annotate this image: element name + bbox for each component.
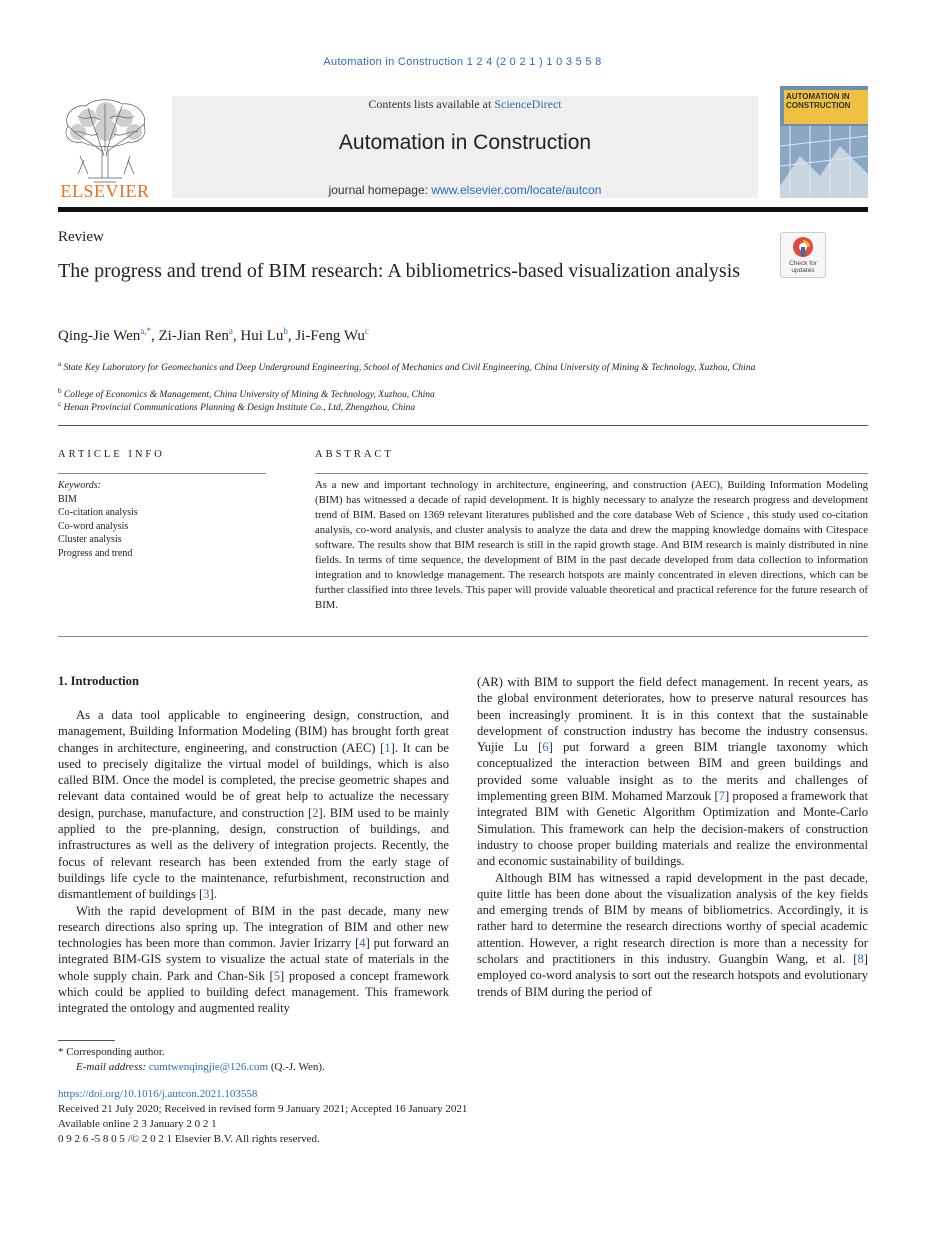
email-suffix: (Q.-J. Wen). xyxy=(268,1061,325,1073)
keywords-label: Keywords: xyxy=(58,480,101,491)
cover-photo-icon xyxy=(780,126,868,198)
cover-title: AUTOMATION IN CONSTRUCTION xyxy=(784,90,868,124)
homepage-prefix: journal homepage: xyxy=(328,183,432,197)
paper-title: The progress and trend of BIM research: A bibliometrics-based visualization analysis xyxy=(58,260,741,282)
keywords-block xyxy=(58,479,138,560)
author-name[interactable]: Hui Lu xyxy=(240,328,284,344)
body-text: ] proposed a framework that integrated BIM with Genetic Algorithm Optimization and Monte-Carlo Simulation. This framework can help the decision-makers of construction industry to choose proper building materials and realize the environmental and economic sustainability of buildings. xyxy=(477,789,868,869)
body-text: ]. It can be used to precisely digitalize the virtual model of buildings, which is also called BIM. Once the model is completed, the precise geometric shapes and relevant data contained would be of great help to actualize the necessary design, purchase, manufacture, and construction [ xyxy=(58,740,449,820)
check-updates-icon xyxy=(792,236,814,258)
header-rule xyxy=(58,207,868,212)
keyword: Co-word analysis xyxy=(58,520,129,532)
author-name[interactable]: Zi-Jian Ren xyxy=(158,328,229,344)
keyword: Co-citation analysis xyxy=(58,507,138,518)
author-name[interactable]: Qing-Jie Wen xyxy=(58,328,141,344)
body-text: Although BIM has witnessed a rapid development in the past decade, quite little has been done about the visualization analysis of the key fields and emerging trends of BIM by means of bibliometrics. Accordingly, it is rather hard to determine the research directions worthy of special academic attention. However, a right research direction is more than a necessity for scholars and practitioners in this industry. Guangbin Wang, et al. [ xyxy=(477,870,868,967)
body-text: ]. xyxy=(209,887,217,902)
contents-available-line xyxy=(172,97,758,112)
check-updates-label: Check for updates xyxy=(789,260,817,274)
journal-name: Automation in Construction xyxy=(338,131,592,154)
reference-link[interactable]: 8 xyxy=(857,952,864,967)
footnote-rule xyxy=(58,1040,115,1041)
body-text: ] put forward an integrated BIM-GIS system to visualize the actual state of materials in the whole supply chain. Park and Chan-Sik [ xyxy=(58,936,449,983)
author-email-link[interactable]: cumtwenqingjie@126.com xyxy=(148,1061,269,1073)
author-separator: , xyxy=(287,328,296,344)
reference-link[interactable]: 4 xyxy=(359,936,366,951)
keyword: Cluster analysis xyxy=(58,534,122,545)
available-online-date: Available online 2 3 January 2 0 2 1 xyxy=(58,1118,217,1130)
author-name[interactable]: Ji-Feng Wu xyxy=(295,328,365,344)
journal-citation-link[interactable]: Automation in Construction 1 2 4 (2 0 2 1 ) 1 0 3 5 5 8 xyxy=(323,56,602,68)
contents-prefix: Contents lists available at xyxy=(368,97,495,111)
sciencedirect-link[interactable]: ScienceDirect xyxy=(494,97,562,111)
journal-homepage-line xyxy=(172,183,758,197)
author-separator: , xyxy=(232,328,241,344)
body-paragraph xyxy=(58,903,449,1017)
reference-link[interactable]: 1 xyxy=(384,740,391,755)
article-info-heading: ARTICLE INFO xyxy=(58,449,165,460)
affiliation-marker: c xyxy=(58,400,62,408)
affiliation-marker: b xyxy=(58,387,62,395)
divider xyxy=(58,636,868,637)
divider xyxy=(58,473,266,474)
email-label: E-mail address: xyxy=(76,1061,149,1073)
publisher-name: ELSEVIER xyxy=(60,181,150,201)
body-column-right xyxy=(477,674,868,1000)
corresponding-author-note: * Corresponding author. xyxy=(58,1046,165,1058)
section-heading-introduction: 1. Introduction xyxy=(58,674,139,688)
author-affiliation-marker[interactable]: c xyxy=(364,326,369,336)
publication-info xyxy=(58,1087,467,1147)
affiliation-c xyxy=(58,398,778,415)
journal-homepage-link[interactable]: www.elsevier.com/locate/autcon xyxy=(431,183,602,197)
affiliation-text: College of Economics & Management, China University of Mining & Technology, Xuzhou, China xyxy=(63,390,435,401)
body-text: ] put forward a green BIM triangle taxonomy which conceptualized the interaction between BIM and green buildings and provided some valuable insight as to the merits and challenges of implementing green BIM. Mohamed Marzouk [ xyxy=(477,740,868,804)
author-affiliation-marker[interactable]: a,* xyxy=(140,326,152,336)
reference-link[interactable]: 6 xyxy=(542,740,549,755)
body-text: (AR) with BIM to support the field defect management. In recent years, as the global environment deteriorates, how to preserve natural resources has been increasingly prominent. It is in this context that the sustainable development of construction industry has become the industry consensus. Yujie Lu [ xyxy=(477,675,868,755)
body-text: ] employed co-word analysis to sort out the research hotspots and evolutionary trends of BIM during the period of xyxy=(477,952,868,999)
author-separator: , xyxy=(151,328,159,344)
body-paragraph xyxy=(477,870,868,1000)
footnotes xyxy=(58,1045,325,1075)
keyword: Progress and trend xyxy=(58,547,133,559)
check-for-updates-button[interactable] xyxy=(780,232,826,278)
keyword: BIM xyxy=(58,493,77,505)
divider xyxy=(58,425,868,426)
reference-link[interactable]: 2 xyxy=(312,805,319,820)
doi-link[interactable]: https://doi.org/10.1016/j.autcon.2021.103558 xyxy=(58,1088,258,1100)
affiliation-text: Henan Provincial Communications Planning & Design Institute Co., Ltd, Zhengzhou, China xyxy=(63,403,416,414)
received-dates: Received 21 July 2020; Received in revised form 9 January 2021; Accepted 16 January 2021 xyxy=(58,1103,468,1115)
abstract-heading: ABSTRACT xyxy=(315,449,394,460)
article-type: Review xyxy=(58,229,104,245)
affiliation-a xyxy=(58,358,778,375)
body-text: With the rapid development of BIM in the past decade, many new research directions also spring up. The integration of BIM and other new technologies has been more than common. Javier Irizarry [ xyxy=(58,903,449,951)
body-text: ] proposed a concept framework which could be applied to building defect management. This framework integrated the ontology and augmented reality xyxy=(58,968,449,1016)
affiliation-marker: a xyxy=(58,360,62,368)
body-column-left xyxy=(58,707,449,1017)
body-paragraph xyxy=(58,707,449,903)
body-text: ]. BIM used to be mainly applied to the pre-planning, design, construction of buildings, and infrastructures as well as the delivery of integration projects. Recently, the focus of relevant research has been extended from the early stage of buildings life cycle to the maintenance, refurbishment, reconstruction and dismantlement of buildings [ xyxy=(58,805,449,902)
author-affiliation-marker[interactable]: b xyxy=(283,326,288,336)
author-affiliation-marker[interactable]: a xyxy=(228,326,233,336)
divider xyxy=(315,473,868,474)
author-list xyxy=(58,326,369,345)
body-text: As a data tool applicable to engineering design, construction, and management, Building Information Modeling (BIM) has brought forth great changes in architecture, engineering, and construction (AEC) [ xyxy=(58,708,449,755)
abstract-text: As a new and important technology in architecture, engineering, and construction (AEC), Building Information Modeling (BIM) has witnessed a decade of rapid development. It is highly necessary to analyze the research progress and development trend of BIM. Based on 1369 relevant literatures published and the core database Web of Science , this study used co-citation analysis, co-word analysis, and cluster analysis to analyze the data and drew the mapping knowledge domains with Citespace software. The results show that BIM research is still in the rapid growth stage. And BIM research is mainly distributed in nine fields. In terms of time sequence, the development of BIM in the past decade developed from data collection to information integration and to knowledge management. The research hotspots are mainly concentrated in eleven directions, which can be further classified into three levels. This paper will provide valuable theoretical and practical reference for the future research of BIM. xyxy=(315,479,868,611)
affiliation-text: State Key Laboratory for Geomechanics and Deep Underground Engineering, School of Mechanics and Civil Engineering, China University of Mining & Technology, Xuzhou, China xyxy=(63,363,756,374)
reference-link[interactable]: 7 xyxy=(718,789,726,804)
reference-link[interactable]: 3 xyxy=(203,887,210,902)
body-paragraph xyxy=(477,674,868,870)
journal-cover-thumbnail[interactable] xyxy=(780,86,868,198)
copyright-line: 0 9 2 6 -5 8 0 5 /© 2 0 2 1 Elsevier B.V. All rights reserved. xyxy=(58,1133,320,1145)
reference-link[interactable]: 5 xyxy=(273,968,281,983)
